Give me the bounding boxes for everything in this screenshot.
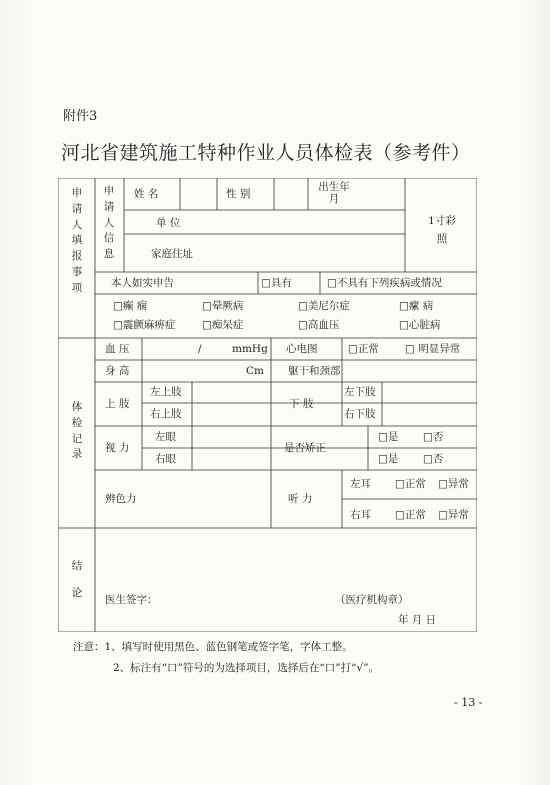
height-label: 身 高 xyxy=(105,365,130,377)
birth-label: 出生年月 xyxy=(318,181,350,206)
note-2: 2、标注有“口”符号的为选择项目，选择后在“口”打“√”。 xyxy=(113,662,380,674)
unit-label: 单 位 xyxy=(156,217,181,229)
applicant-info-label: 申请人信息 xyxy=(103,185,115,260)
page-title: 河北省建筑施工特种作业人员体检表（参考件） xyxy=(61,142,471,164)
disease-meniere[interactable]: □美尼尔症 xyxy=(298,300,350,312)
address-label: 家庭住址 xyxy=(151,248,193,260)
bp-slash: / xyxy=(198,343,202,355)
lower-limb-label: 下 肢 xyxy=(289,398,314,410)
upper-limb-label: 上 肢 xyxy=(105,398,130,410)
corrected-left-yes[interactable]: □是 xyxy=(378,431,399,443)
section-exam: 体检记录 xyxy=(71,401,83,461)
left-ear-abnormal[interactable]: □异常 xyxy=(438,478,469,490)
section-applicant: 申请人填报事项 xyxy=(71,187,83,294)
right-eye-label: 右眼 xyxy=(155,453,176,465)
right-ear-label: 右耳 xyxy=(350,509,371,521)
ecg-normal-option[interactable]: □正常 xyxy=(348,343,379,355)
corrected-right-no[interactable]: □否 xyxy=(423,453,444,465)
bp-unit: mmHg xyxy=(232,343,268,355)
disease-epilepsy[interactable]: □癫 痫 xyxy=(113,300,148,312)
corrected-label: 是否矫正 xyxy=(284,442,326,454)
note-1: 注意：1、填写时使用黑色、蓝色钢笔或签字笔，字体工整。 xyxy=(73,641,353,653)
not-has-option[interactable]: □不具有下列疾病或情况 xyxy=(327,277,442,289)
disease-heart[interactable]: □心脏病 xyxy=(399,319,441,331)
hearing-label: 听 力 xyxy=(288,493,313,505)
page-number: - 13 - xyxy=(454,696,483,709)
upper-right-label: 右上肢 xyxy=(150,408,182,420)
photo-label: 1寸彩照 xyxy=(428,215,456,245)
conclusion-label: 结论 xyxy=(71,560,83,600)
left-ear-normal[interactable]: □正常 xyxy=(395,478,426,490)
doctor-signature-label: 医生签字： xyxy=(105,594,158,606)
declare-label: 本人如实申告 xyxy=(111,277,174,289)
vision-label: 视 力 xyxy=(105,442,130,454)
annex-label: 附件3 xyxy=(63,109,98,124)
left-ear-label: 左耳 xyxy=(350,478,371,490)
left-eye-label: 左眼 xyxy=(155,431,176,443)
ecg-abnormal-option[interactable]: □ 明显异常 xyxy=(405,343,461,355)
corrected-left-no[interactable]: □否 xyxy=(423,431,444,443)
upper-left-label: 左上肢 xyxy=(150,386,182,398)
corrected-right-yes[interactable]: □是 xyxy=(378,453,399,465)
disease-scrofula[interactable]: □瘰 病 xyxy=(399,300,434,312)
right-ear-abnormal[interactable]: □异常 xyxy=(438,509,469,521)
disease-syncope[interactable]: □晕厥病 xyxy=(202,300,244,312)
disease-hypertension[interactable]: □高血压 xyxy=(298,319,340,331)
disease-parkinson[interactable]: □震颤麻痹症 xyxy=(113,319,176,331)
health-check-form xyxy=(58,178,477,632)
lower-right-label: 右下肢 xyxy=(344,408,376,420)
bp-label: 血 压 xyxy=(105,343,130,355)
disease-dementia[interactable]: □痴呆症 xyxy=(202,319,244,331)
medical-seal-label: （医疗机构章） xyxy=(335,594,409,606)
has-option[interactable]: □具有 xyxy=(261,277,292,289)
color-vision-label: 辨色力 xyxy=(105,493,137,505)
gender-label: 性 别 xyxy=(226,188,251,200)
height-unit: Cm xyxy=(246,365,264,377)
ecg-label: 心电图 xyxy=(286,343,318,355)
lower-left-label: 左下肢 xyxy=(344,386,376,398)
right-ear-normal[interactable]: □正常 xyxy=(395,509,426,521)
trunk-label: 躯干和颈部 xyxy=(288,365,341,377)
name-label: 姓 名 xyxy=(134,188,159,200)
date-label: 年 月 日 xyxy=(398,614,437,626)
